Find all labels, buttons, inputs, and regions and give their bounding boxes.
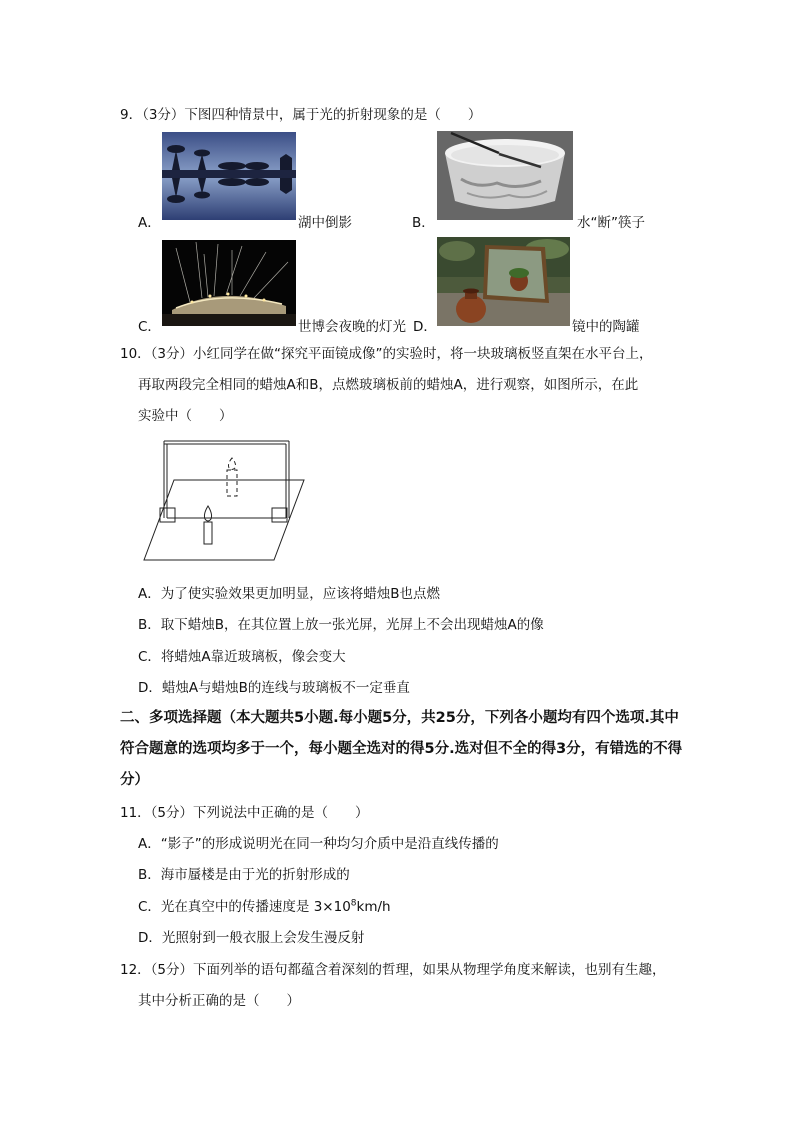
photo-expo-night-lights [162,240,296,326]
q9-option-c-letter: C． [138,319,161,335]
q10-option-d: D．蜡烛A与蜡烛B的连线与玻璃板不一定垂直 [138,680,410,696]
photo-lake-reflection [162,132,296,220]
q9-option-c-caption: 世博会夜晚的灯光 [298,319,406,335]
section2-heading-line2: 符合题意的选项均多于一个，每小题全选对的得5分.选对但不全的得3分，有错选的不得 [120,741,683,757]
q11-option-c-exponent: 8 [350,898,357,909]
photo-pot-mirror [437,237,570,326]
q11-option-c-text: C．光在真空中的传播速度是 3×10 [138,899,351,915]
q9-option-b-letter: B． [412,215,435,231]
mirror-experiment-diagram [140,436,310,564]
q11-option-b: B．海市蜃楼是由于光的折射形成的 [138,867,350,883]
q10-stem-line1: 10．（3分）小红同学在做“探究平面镜成像”的实验时，将一块玻璃板竖直架在水平台上， [120,346,653,362]
q12-stem-line1: 12．（5分）下面列举的语句都蕴含着深刻的哲理，如果从物理学角度来解读，也别有生趣， [120,962,666,978]
q10-option-a: A．为了使实验效果更加明显，应该将蜡烛B也点燃 [138,586,440,602]
q11-option-a: A．“影子”的形成说明光在同一种均匀介质中是沿直线传播的 [138,836,499,852]
q9-option-b-caption: 水“断”筷子 [577,215,645,231]
section2-heading-line3: 分） [120,772,149,788]
q10-option-c: C．将蜡烛A靠近玻璃板，像会变大 [138,649,346,665]
q9-option-d-letter: D． [413,319,437,335]
q9-option-a-caption: 湖中倒影 [298,215,352,231]
q10-stem-line3: 实验中（ ） [138,408,233,424]
q11-option-c-unit: km/h [356,899,391,915]
q9-option-a-letter: A． [138,215,161,231]
q11-option-d: D．光照射到一般衣服上会发生漫反射 [138,930,365,946]
q9-stem: 9．（3分）下图四种情景中，属于光的折射现象的是（ ） [120,107,482,123]
q11-option-c [138,895,391,915]
q10-stem-line2: 再取两段完全相同的蜡烛A和B，点燃玻璃板前的蜡烛A，进行观察，如图所示，在此 [138,377,639,393]
q12-stem-line2: 其中分析正确的是（ ） [138,993,300,1009]
photo-chopsticks-bowl [437,131,573,220]
section2-heading-line1: 二、多项选择题（本大题共5小题.每小题5分，共25分，下列各小题均有四个选项.其中 [120,710,679,726]
q11-stem: 11．（5分）下列说法中正确的是（ ） [120,805,369,821]
q9-option-d-caption: 镜中的陶罐 [572,319,640,335]
q10-option-b: B．取下蜡烛B，在其位置上放一张光屏，光屏上不会出现蜡烛A的像 [138,617,544,633]
